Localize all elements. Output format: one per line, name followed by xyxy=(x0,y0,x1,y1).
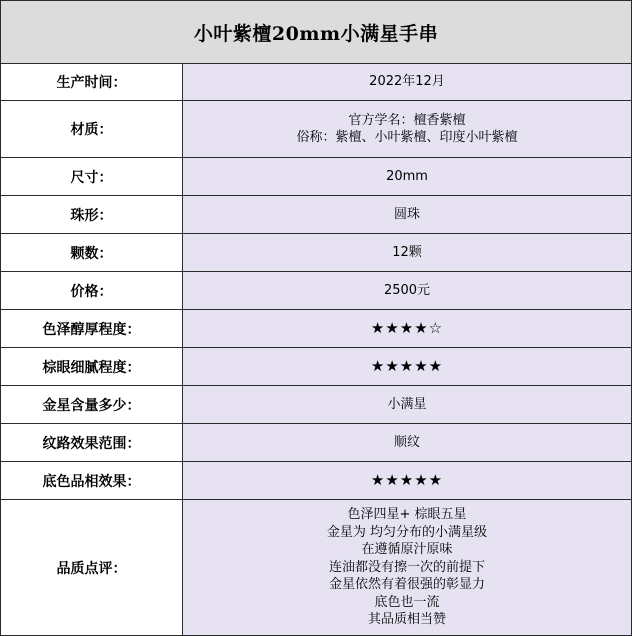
review-line: 底色也一流 xyxy=(374,594,440,610)
review-line: 金星为 均匀分布的小满星级 xyxy=(326,524,488,540)
value-color-richness xyxy=(183,310,631,347)
row-base-color xyxy=(1,462,631,500)
star-rating: ★★★★★ xyxy=(370,356,444,375)
value-grain-range xyxy=(183,424,631,461)
label-quality-review: 品质点评： xyxy=(1,500,183,635)
row-production-time xyxy=(1,64,631,101)
value-base-color xyxy=(183,462,631,499)
label-production-time: 生产时间： xyxy=(1,64,183,100)
value-line: 顺纹 xyxy=(393,434,420,450)
value-line: 2500元 xyxy=(383,282,431,298)
star-rating: ★★★★★ xyxy=(370,470,444,489)
sheet-title: 小叶紫檀20mm小满星手串 xyxy=(1,1,631,64)
review-line: 连油都没有擦一次的前提下 xyxy=(328,559,485,575)
label-color-richness: 色泽醇厚程度： xyxy=(1,310,183,347)
value-line: 圆珠 xyxy=(393,206,420,222)
value-line: 20mm xyxy=(386,168,428,184)
value-line: 2022年12月 xyxy=(369,74,445,90)
label-pore-fineness: 棕眼细腻程度： xyxy=(1,348,183,385)
value-pore-fineness xyxy=(183,348,631,385)
row-price xyxy=(1,272,631,310)
label-base-color: 底色品相效果： xyxy=(1,462,183,499)
value-quality-review xyxy=(183,500,631,635)
row-material xyxy=(1,101,631,158)
value-bead-count xyxy=(183,234,631,271)
row-bead-count xyxy=(1,234,631,272)
label-bead-shape: 珠形： xyxy=(1,196,183,233)
review-line: 色泽四星+ 棕眼五星 xyxy=(347,507,467,523)
review-line: 在遵循原汁原味 xyxy=(361,542,453,558)
row-pore-fineness xyxy=(1,348,631,386)
value-line: 官方学名：檀香紫檀 xyxy=(348,112,466,128)
label-price: 价格： xyxy=(1,272,183,309)
row-quality-review xyxy=(1,500,631,635)
label-gold-star-amount: 金星含量多少： xyxy=(1,386,183,423)
label-material: 材质： xyxy=(1,101,183,157)
value-material xyxy=(183,101,631,157)
value-production-time xyxy=(183,64,631,100)
value-price xyxy=(183,272,631,309)
row-size xyxy=(1,158,631,196)
label-grain-range: 纹路效果范围： xyxy=(1,424,183,461)
star-rating: ★★★★☆ xyxy=(370,318,444,337)
label-size: 尺寸： xyxy=(1,158,183,195)
value-size xyxy=(183,158,631,195)
row-grain-range xyxy=(1,424,631,462)
row-bead-shape xyxy=(1,196,631,234)
review-line: 金星依然有着很强的彰显力 xyxy=(328,577,485,593)
label-bead-count: 颗数： xyxy=(1,234,183,271)
row-color-richness xyxy=(1,310,631,348)
value-line: 12颗 xyxy=(392,244,422,260)
value-line: 小满星 xyxy=(387,396,427,412)
value-line: 俗称：紫檀、小叶紫檀、印度小叶紫檀 xyxy=(296,130,518,145)
row-gold-star-amount xyxy=(1,386,631,424)
value-gold-star-amount xyxy=(183,386,631,423)
value-bead-shape xyxy=(183,196,631,233)
review-line: 其品质相当赞 xyxy=(367,612,446,628)
